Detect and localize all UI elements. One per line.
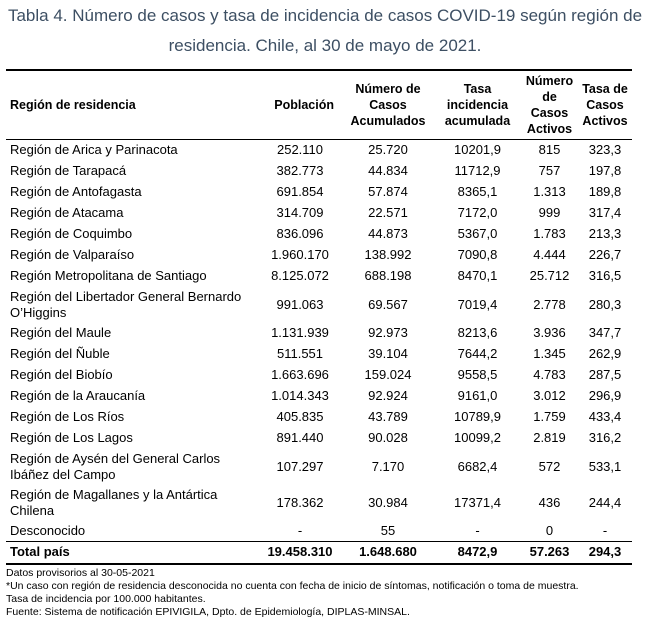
header-casos-activos: Número de Casos Activos [525, 74, 574, 136]
note-line: Fuente: Sistema de notificación EPIVIGILA, Dpto. de Epidemiología, DIPLAS-MINSAL. [6, 605, 410, 618]
cell-casos-activos: 2.778 [533, 296, 566, 312]
cell-region: Región de Tarapacá [10, 163, 127, 178]
cell-casos-acumulados: 92.924 [368, 388, 408, 403]
cell-casos-acumulados: 25.720 [368, 142, 408, 158]
cell-tasa-incidencia: 8470,1 [457, 268, 498, 283]
table-row [6, 344, 632, 365]
cell-tasa-incidencia: 9558,5 [457, 367, 498, 382]
cell-tasa-incidencia: 7090,8 [457, 247, 498, 262]
header-poblacion: Población [274, 98, 334, 112]
cell-region: Región de Coquimbo [10, 226, 133, 241]
cell-casos-acumulados: 44.873 [368, 226, 408, 241]
cell-casos-acumulados: 57.874 [368, 184, 408, 199]
cell-casos-activos: 757 [538, 163, 561, 178]
cell-casos-activos: 436 [538, 494, 561, 510]
cell-poblacion: 691.854 [276, 184, 324, 199]
cell-casos-acumulados: 30.984 [368, 494, 408, 510]
cell-region: Desconocido [10, 522, 86, 538]
table-notes [6, 567, 650, 619]
cell-tasa-incidencia: - [475, 522, 480, 538]
cell-casos-activos: 3.012 [533, 388, 566, 403]
cell-casos-acumulados: 44.834 [368, 163, 408, 178]
table-caption [0, 0, 650, 61]
total-row [6, 542, 632, 564]
cell-poblacion: - [297, 522, 303, 538]
cell-casos-acumulados: 69.567 [368, 296, 408, 312]
cell-casos-activos: 1.783 [533, 226, 566, 241]
cell-region: Región del Libertador General Bernardo O’Higgins [10, 288, 242, 320]
covid-cases-table [6, 69, 632, 565]
cell-region: Región del Ñuble [10, 346, 110, 361]
cell-tasa-activos: 347,7 [588, 325, 622, 340]
cell-region: Región del Biobío [10, 367, 113, 382]
cell-poblacion: 8.125.072 [271, 268, 329, 283]
table-row [6, 182, 632, 203]
cell-casos-activos: 3.936 [533, 325, 566, 340]
cell-poblacion: 511.551 [276, 346, 324, 361]
cell-tasa-activos: 317,4 [588, 205, 622, 220]
table-row [6, 428, 632, 449]
cell-poblacion: 1.131.939 [271, 325, 329, 340]
cell-tasa-incidencia: 7019,4 [457, 296, 498, 312]
table-row [6, 287, 632, 323]
cell-casos-activos: 999 [538, 205, 561, 220]
cell-tasa-incidencia: 7644,2 [457, 346, 498, 361]
cell-poblacion: 1.663.696 [271, 367, 329, 382]
table-row [6, 245, 632, 266]
cell-tasa-activos: 533,1 [588, 458, 622, 474]
caption-line-1: Tabla 4. Número de casos y tasa de incidencia de casos COVID-19 según región de [7, 6, 643, 25]
table-row [6, 365, 632, 386]
cell-poblacion: 178.362 [276, 494, 324, 510]
table-row [6, 407, 632, 428]
cell-casos-activos: 0 [545, 522, 554, 538]
cell-poblacion: 1.014.343 [271, 388, 329, 403]
cell-poblacion: 252.110 [276, 142, 324, 158]
cell-region: Región de Atacama [10, 205, 124, 220]
cell-poblacion: 314.709 [276, 205, 324, 220]
note-line: Tasa de incidencia por 100.000 habitantes. [6, 592, 206, 605]
cell-tasa-incidencia: 6682,4 [457, 458, 498, 474]
cell-casos-acumulados: 159.024 [364, 367, 412, 382]
cell-poblacion: 382.773 [276, 163, 324, 178]
cell-casos-acumulados: 55 [380, 522, 396, 538]
header-region: Región de residencia [10, 98, 136, 112]
cell-tasa-activos: 296,9 [588, 388, 622, 403]
cell-tasa-activos: - [602, 522, 608, 538]
cell-poblacion: 891.440 [276, 430, 324, 445]
cell-casos-activos: 815 [538, 142, 561, 158]
table-row [6, 203, 632, 224]
cell-tasa-incidencia: 10789,9 [454, 409, 501, 424]
cell-tasa-activos: 316,2 [588, 430, 622, 445]
cell-region: Región de Los Lagos [10, 430, 133, 445]
cell-tasa-incidencia: 10201,9 [454, 142, 501, 158]
cell-region: Región del Maule [10, 325, 112, 340]
total-casos-acumulados: 1.648.680 [359, 544, 417, 560]
cell-casos-activos: 4.444 [533, 247, 566, 262]
total-casos-activos: 57.263 [529, 544, 570, 560]
table-row [6, 266, 632, 287]
cell-poblacion: 107.297 [276, 458, 324, 474]
cell-casos-activos: 572 [538, 458, 561, 474]
cell-tasa-incidencia: 10099,2 [454, 430, 501, 445]
cell-tasa-activos: 189,8 [588, 184, 622, 199]
table-row [6, 386, 632, 407]
cell-region: Región de Los Ríos [10, 409, 125, 424]
table-row [6, 224, 632, 245]
cell-tasa-incidencia: 11712,9 [454, 163, 501, 178]
cell-tasa-activos: 197,8 [588, 163, 622, 178]
cell-tasa-incidencia: 8213,6 [457, 325, 498, 340]
cell-region: Región de la Araucanía [10, 388, 146, 403]
cell-poblacion: 1.960.170 [271, 247, 329, 262]
table-row [6, 521, 632, 542]
cell-tasa-activos: 323,3 [588, 142, 622, 158]
cell-casos-activos: 1.759 [533, 409, 566, 424]
cell-tasa-activos: 213,3 [588, 226, 622, 241]
table-row [6, 323, 632, 344]
cell-poblacion: 405.835 [276, 409, 324, 424]
cell-tasa-incidencia: 17371,4 [454, 494, 501, 510]
cell-casos-acumulados: 90.028 [368, 430, 408, 445]
cell-region: Región de Magallanes y la Antártica Chilena [10, 486, 218, 518]
cell-tasa-incidencia: 7172,0 [457, 205, 498, 220]
cell-casos-acumulados: 22.571 [368, 205, 408, 220]
header-tasa-incidencia: Tasa incidencia acumulada [444, 82, 511, 128]
header-row [6, 70, 632, 140]
cell-tasa-activos: 287,5 [588, 367, 622, 382]
table-row [6, 161, 632, 182]
header-tasa-activos: Tasa de Casos Activos [582, 82, 628, 128]
cell-casos-acumulados: 7.170 [371, 458, 405, 474]
cell-casos-activos: 1.345 [533, 346, 566, 361]
cell-casos-activos: 4.783 [533, 367, 566, 382]
cell-tasa-incidencia: 5367,0 [457, 226, 498, 241]
cell-region: Región de Arica y Parinacota [10, 142, 178, 158]
cell-casos-activos: 1.313 [533, 184, 566, 199]
cell-casos-acumulados: 688.198 [364, 268, 412, 283]
cell-region: Región Metropolitana de Santiago [10, 268, 207, 283]
note-line: *Un caso con región de residencia desconocida no cuenta con fecha de inicio de síntomas, notificación o toma de muestra. [6, 579, 579, 592]
cell-tasa-activos: 226,7 [588, 247, 622, 262]
cell-tasa-activos: 262,9 [588, 346, 622, 361]
total-tasa-activos: 294,3 [588, 544, 622, 560]
cell-tasa-activos: 280,3 [588, 296, 622, 312]
table-row [6, 449, 632, 485]
header-casos-acumulados: Número de Casos Acumulados [350, 82, 426, 128]
table-row [6, 140, 632, 161]
cell-casos-acumulados: 138.992 [364, 247, 412, 262]
cell-casos-activos: 25.712 [529, 268, 570, 283]
cell-region: Región de Aysén del General Carlos Ibáñez del Campo [10, 450, 221, 482]
total-poblacion: 19.458.310 [267, 544, 333, 560]
table-row [6, 485, 632, 521]
cell-region: Región de Antofagasta [10, 184, 142, 199]
cell-region: Región de Valparaíso [10, 247, 135, 262]
total-tasa-incidencia: 8472,9 [457, 544, 498, 560]
cell-tasa-activos: 433,4 [588, 409, 622, 424]
cell-tasa-activos: 244,4 [588, 494, 622, 510]
cell-tasa-incidencia: 9161,0 [457, 388, 498, 403]
cell-casos-activos: 2.819 [533, 430, 566, 445]
caption-line-2: residencia. Chile, al 30 de mayo de 2021. [168, 36, 482, 55]
cell-poblacion: 836.096 [276, 226, 324, 241]
cell-tasa-incidencia: 8365,1 [457, 184, 498, 199]
note-line: Datos provisorios al 30-05-2021 [6, 566, 155, 579]
cell-casos-acumulados: 92.973 [368, 325, 408, 340]
cell-casos-acumulados: 43.789 [368, 409, 408, 424]
cell-tasa-activos: 316,5 [588, 268, 622, 283]
total-label: Total país [10, 544, 70, 560]
cell-poblacion: 991.063 [276, 296, 324, 312]
cell-casos-acumulados: 39.104 [368, 346, 408, 361]
